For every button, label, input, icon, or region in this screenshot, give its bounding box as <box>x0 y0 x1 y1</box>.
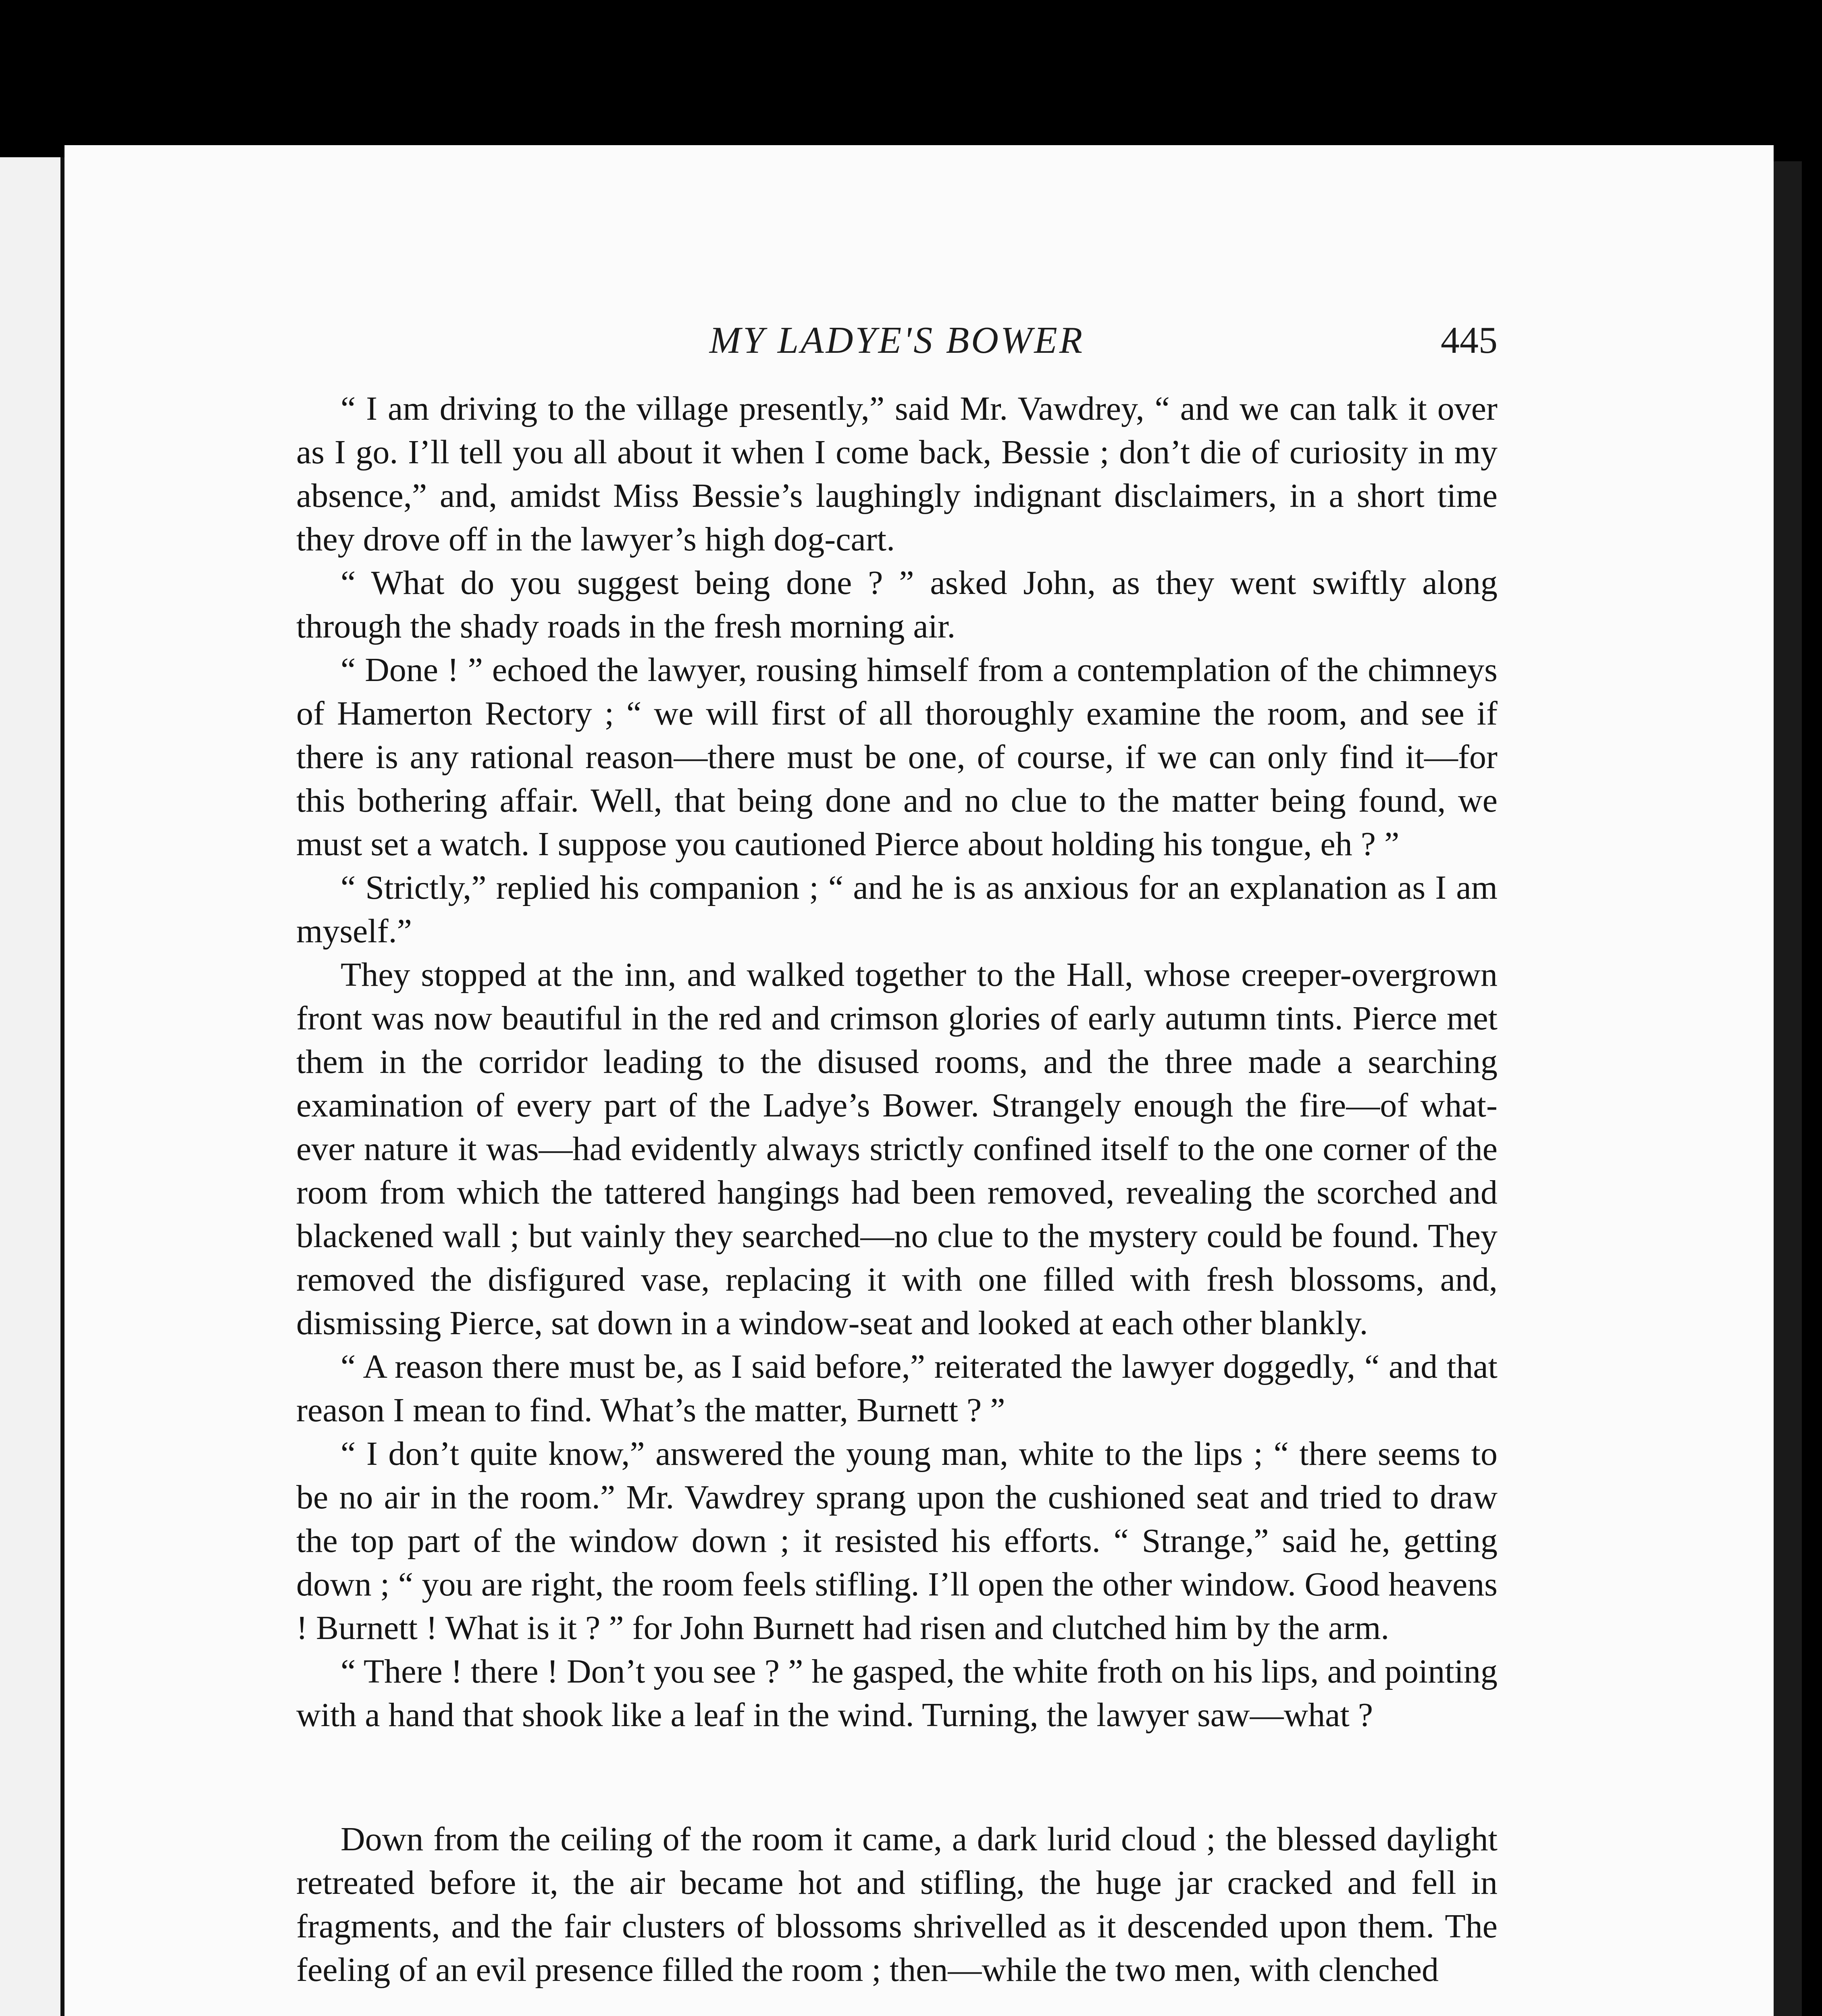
paragraph: Down from the ceiling of the room it came, a dark lurid cloud ; the blessed daylight retreated before it, the air became hot and stifling, the huge jar cracked and fell in fragments, and the fair clusters of blossoms shrivelled as it descended upon them. The feeling of an evil presence filled the room ; then—while the two men, with clenched <box>296 1820 1498 1989</box>
paragraph: “ A reason there must be, as I said before,” reiterated the lawyer doggedly, “ and that reason I mean to find. What’s the matter, Burnett ? ” <box>296 1348 1498 1429</box>
paragraph: “ I am driving to the village presently,” said Mr. Vawdrey, “ and we can talk it over as I go. I’ll tell you all about it when I come back, Bessie ; don’t die of curiosity in my absence,” and, amidst Miss Bessie’s laughingly indignant disclaimers, in a short time they drove off in the lawyer’s high dog-cart. <box>296 390 1498 558</box>
paragraph: “ There ! there ! Don’t you see ? ” he gasped, the white froth on his lips, and pointing with a hand that shook like a leaf in the wind. Turning, the lawyer saw—what ? <box>296 1653 1498 1734</box>
section-break <box>296 1737 1498 1818</box>
paragraph: “ What do you suggest being done ? ” asked John, as they went swiftly along through the shady roads in the fresh morning air. <box>296 564 1498 645</box>
paragraph: They stopped at the inn, and walked together to the Hall, whose creeper-overgrown front was now beautiful in the red and crimson glories of early autumn tints. Pierce met them in the corridor leading to the disused rooms, and the three made a searching examination of every part of the Ladye’s Bower. Strangely enough the fire—of what-ever nature it was—had evidently always strictly confined itself to the one corner of the room from which the tattered hangings had been removed, revealing the scorched and blackened wall ; but vainly they searched—no clue to the mystery could be found. They removed the disfigured vase, replacing it with one filled with fresh blossoms, and, dismissing Pierce, sat down in a window-seat and looked at each other blankly. <box>296 956 1498 1342</box>
paragraph: “ I don’t quite know,” answered the young man, white to the lips ; “ there seems to be no air in the room.” Mr. Vawdrey sprang upon the cushioned seat and tried to draw the top part of the window down ; it resisted his efforts. “ Strange,” said he, getting down ; “ you are right, the room feels stifling. I’ll open the other window. Good heavens ! Burnett ! What is it ? ” for John Burnett had risen and clutched him by the arm. <box>296 1435 1498 1647</box>
body-text <box>296 387 1498 1992</box>
page-header <box>296 319 1498 367</box>
paragraph: “ Done ! ” echoed the lawyer, rousing himself from a contemplation of the chimneys of Hamerton Rectory ; “ we will first of all thoroughly examine the room, and see if there is any rational reason—there must be one, of course, if we can only find it—for this bothering affair. Well, that being done and no clue to the matter being found, we must set a watch. I suppose you cautioned Pierce about holding his tongue, eh ? ” <box>296 651 1498 863</box>
page-number: 445 <box>1441 319 1498 361</box>
running-title: MY LADYE'S BOWER <box>709 319 1085 361</box>
previous-page-edge <box>0 157 64 2016</box>
paragraph: “ Strictly,” replied his companion ; “ and he is as anxious for an explanation as I am myself.” <box>296 869 1498 950</box>
page-edge-shadow <box>1774 161 1802 2016</box>
